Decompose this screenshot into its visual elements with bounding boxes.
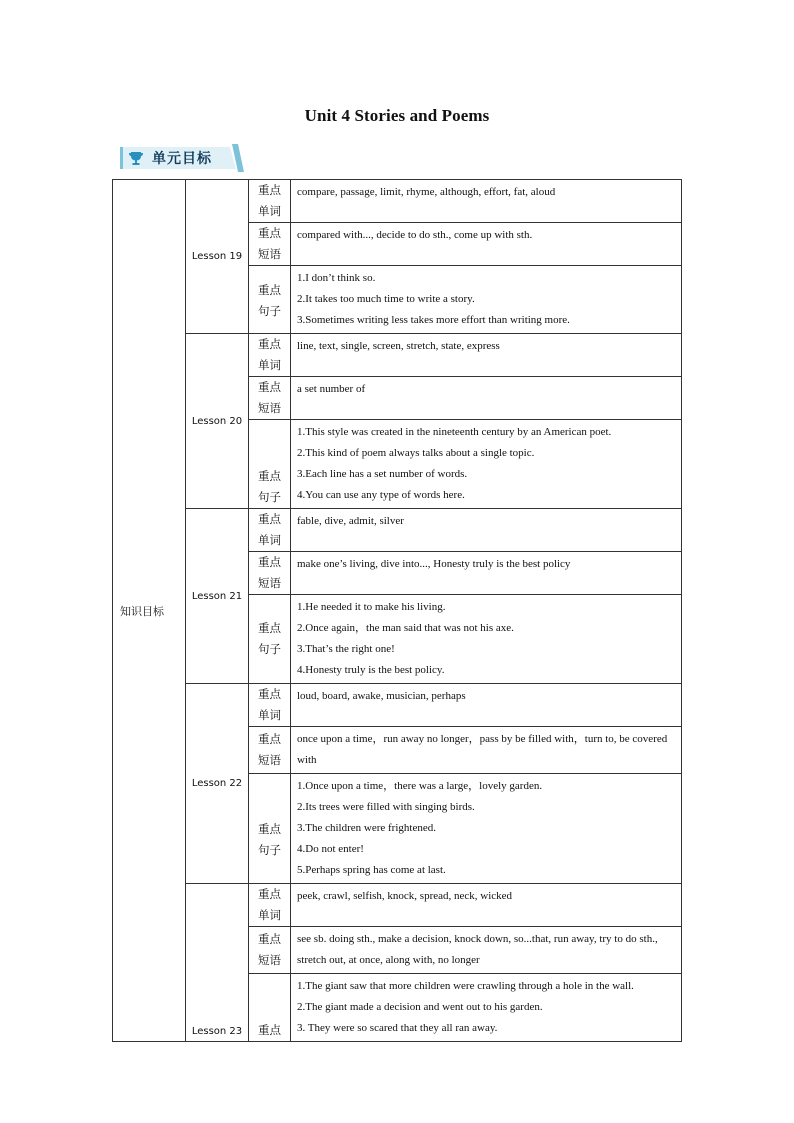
category-cell: 知识目标 <box>113 180 186 1042</box>
type-label-sentences: 重点 句子 <box>249 595 291 684</box>
sentences-cell: 1.Once upon a time，there was a large，lovely garden. 2.Its trees were filled with singing birds. 3.The children were frightened. 4.Do not enter! 5.Perhaps spring has come at last. <box>291 774 682 884</box>
type-label-sentences: 重点 句子 <box>249 774 291 884</box>
phrases-cell: compared with..., decide to do sth., come up with sth. <box>291 223 682 266</box>
type-label-phrases: 重点 短语 <box>249 727 291 774</box>
table-row <box>113 180 682 223</box>
lesson-name: Lesson 23 <box>186 884 249 1042</box>
words-cell: compare, passage, limit, rhyme, although, effort, fat, aloud <box>291 180 682 223</box>
page-title: Unit 4 Stories and Poems <box>304 106 490 125</box>
section-banner <box>120 144 244 172</box>
phrases-cell: once upon a time，run away no longer，pass by be filled with，turn to, be covered with <box>291 727 682 774</box>
sentences-cell: 1.He needed it to make his living. 2.Once again，the man said that was not his axe. 3.That’s the right one! 4.Honesty truly is the best policy. <box>291 595 682 684</box>
sentences-cell: 1.The giant saw that more children were crawling through a hole in the wall. 2.The giant made a decision and went out to his garden. 3. They were so scared that they all ran away. <box>291 974 682 1042</box>
goals-table <box>112 179 682 1042</box>
type-label-phrases: 重点 短语 <box>249 377 291 420</box>
type-label-phrases: 重点 短语 <box>249 927 291 974</box>
lesson-name: Lesson 21 <box>186 509 249 684</box>
phrases-cell: a set number of <box>291 377 682 420</box>
type-label-words: 重点 单词 <box>249 180 291 223</box>
phrases-cell: see sb. doing sth., make a decision, knock down, so...that, run away, try to do sth., stretch out, at once, along with, no longer <box>291 927 682 974</box>
phrases-cell: make one’s living, dive into..., Honesty truly is the best policy <box>291 552 682 595</box>
lesson-name: Lesson 22 <box>186 684 249 884</box>
table-row <box>113 334 682 377</box>
words-cell: line, text, single, screen, stretch, state, express <box>291 334 682 377</box>
type-label-sentences: 重点 句子 <box>249 266 291 334</box>
type-label-words: 重点 单词 <box>249 684 291 727</box>
type-label-words: 重点 单词 <box>249 884 291 927</box>
words-cell: loud, board, awake, musician, perhaps <box>291 684 682 727</box>
lesson-name: Lesson 20 <box>186 334 249 509</box>
lesson-name: Lesson 19 <box>186 180 249 334</box>
table-row <box>113 684 682 727</box>
trophy-icon <box>128 150 144 166</box>
words-cell: peek, crawl, selfish, knock, spread, neck, wicked <box>291 884 682 927</box>
type-label-phrases: 重点 短语 <box>249 552 291 595</box>
type-label-sentences: 重点 <box>249 974 291 1042</box>
type-label-words: 重点 单词 <box>249 334 291 377</box>
type-label-phrases: 重点 短语 <box>249 223 291 266</box>
type-label-sentences: 重点 句子 <box>249 420 291 509</box>
table-row <box>113 884 682 927</box>
table-row <box>113 509 682 552</box>
sentences-cell: 1.I don’t think so. 2.It takes too much time to write a story. 3.Sometimes writing less takes more effort than writing more. <box>291 266 682 334</box>
banner-label: 单元目标 <box>152 151 212 167</box>
type-label-words: 重点 单词 <box>249 509 291 552</box>
words-cell: fable, dive, admit, silver <box>291 509 682 552</box>
sentences-cell: 1.This style was created in the nineteenth century by an American poet. 2.This kind of poem always talks about a single topic. 3.Each line has a set number of words. 4.You can use any type of words here. <box>291 420 682 509</box>
